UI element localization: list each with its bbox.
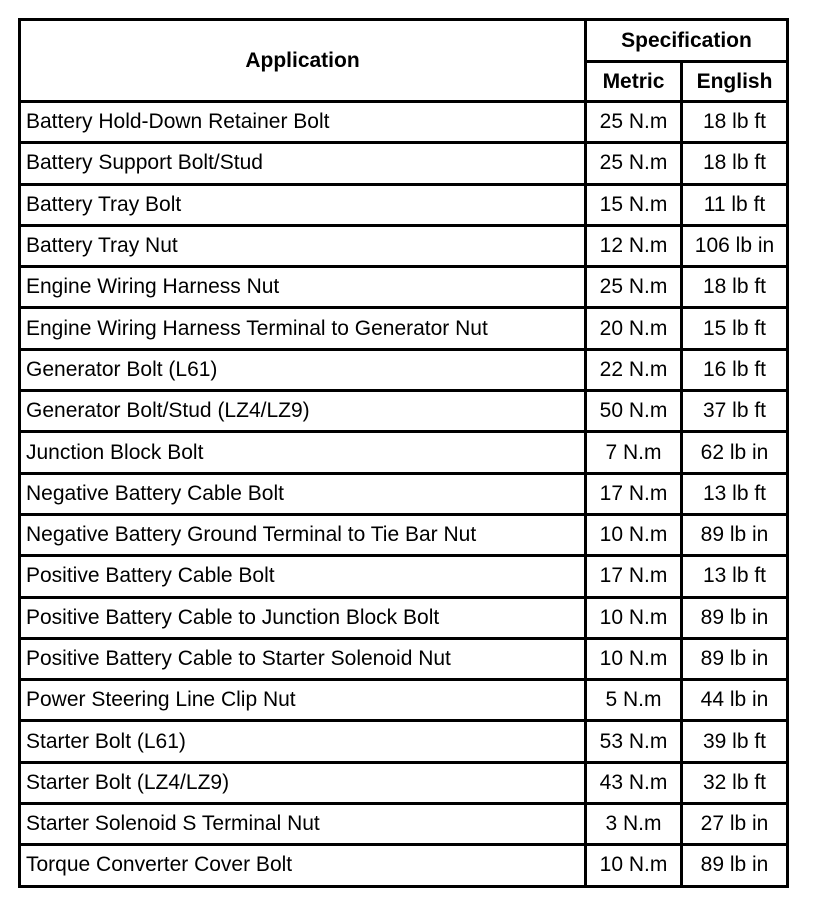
metric-cell: 43 N.m [586,762,682,803]
application-cell: Battery Tray Nut [20,225,586,266]
application-cell: Generator Bolt (L61) [20,349,586,390]
metric-cell: 50 N.m [586,391,682,432]
english-cell: 13 lb ft [682,473,788,514]
application-cell: Starter Bolt (LZ4/LZ9) [20,762,586,803]
english-cell: 39 lb ft [682,721,788,762]
table-row [20,184,788,225]
table-row [20,432,788,473]
english-cell: 16 lb ft [682,349,788,390]
application-cell: Junction Block Bolt [20,432,586,473]
english-cell: 44 lb in [682,680,788,721]
english-header: English [682,62,788,102]
english-cell: 13 lb ft [682,556,788,597]
table-row [20,721,788,762]
english-cell: 18 lb ft [682,267,788,308]
table-row [20,308,788,349]
metric-cell: 12 N.m [586,225,682,266]
table-row [20,225,788,266]
application-cell: Negative Battery Ground Terminal to Tie Bar Nut [20,514,586,555]
english-cell: 32 lb ft [682,762,788,803]
table-row [20,102,788,143]
english-cell: 106 lb in [682,225,788,266]
metric-cell: 25 N.m [586,102,682,143]
metric-cell: 5 N.m [586,680,682,721]
application-cell: Engine Wiring Harness Terminal to Generator Nut [20,308,586,349]
table-row [20,638,788,679]
application-cell: Generator Bolt/Stud (LZ4/LZ9) [20,391,586,432]
table-row [20,349,788,390]
metric-cell: 25 N.m [586,143,682,184]
application-cell: Positive Battery Cable Bolt [20,556,586,597]
english-cell: 18 lb ft [682,143,788,184]
application-cell: Positive Battery Cable to Starter Solenoid Nut [20,638,586,679]
english-cell: 11 lb ft [682,184,788,225]
english-cell: 89 lb in [682,845,788,886]
table-row [20,597,788,638]
table-row [20,473,788,514]
metric-cell: 15 N.m [586,184,682,225]
english-cell: 89 lb in [682,597,788,638]
english-cell: 89 lb in [682,638,788,679]
application-cell: Battery Support Bolt/Stud [20,143,586,184]
metric-cell: 7 N.m [586,432,682,473]
table-row [20,391,788,432]
metric-cell: 53 N.m [586,721,682,762]
metric-cell: 10 N.m [586,845,682,886]
english-cell: 27 lb in [682,804,788,845]
table-row [20,804,788,845]
metric-cell: 10 N.m [586,597,682,638]
application-cell: Positive Battery Cable to Junction Block Bolt [20,597,586,638]
application-cell: Engine Wiring Harness Nut [20,267,586,308]
english-cell: 89 lb in [682,514,788,555]
english-cell: 15 lb ft [682,308,788,349]
table-row [20,845,788,886]
metric-cell: 17 N.m [586,473,682,514]
application-cell: Torque Converter Cover Bolt [20,845,586,886]
metric-cell: 25 N.m [586,267,682,308]
metric-cell: 22 N.m [586,349,682,390]
application-cell: Starter Solenoid S Terminal Nut [20,804,586,845]
metric-cell: 17 N.m [586,556,682,597]
table-row [20,680,788,721]
table-row [20,762,788,803]
header-row [20,20,788,62]
application-cell: Battery Tray Bolt [20,184,586,225]
metric-cell: 10 N.m [586,514,682,555]
metric-cell: 20 N.m [586,308,682,349]
english-cell: 18 lb ft [682,102,788,143]
metric-cell: 3 N.m [586,804,682,845]
application-cell: Battery Hold-Down Retainer Bolt [20,102,586,143]
application-cell: Power Steering Line Clip Nut [20,680,586,721]
specification-header: Specification [586,20,788,62]
application-cell: Negative Battery Cable Bolt [20,473,586,514]
english-cell: 62 lb in [682,432,788,473]
english-cell: 37 lb ft [682,391,788,432]
metric-cell: 10 N.m [586,638,682,679]
table-row [20,143,788,184]
torque-spec-table [18,18,789,888]
application-header: Application [20,20,586,102]
application-cell: Starter Bolt (L61) [20,721,586,762]
table-row [20,267,788,308]
table-row [20,514,788,555]
table-row [20,556,788,597]
metric-header: Metric [586,62,682,102]
